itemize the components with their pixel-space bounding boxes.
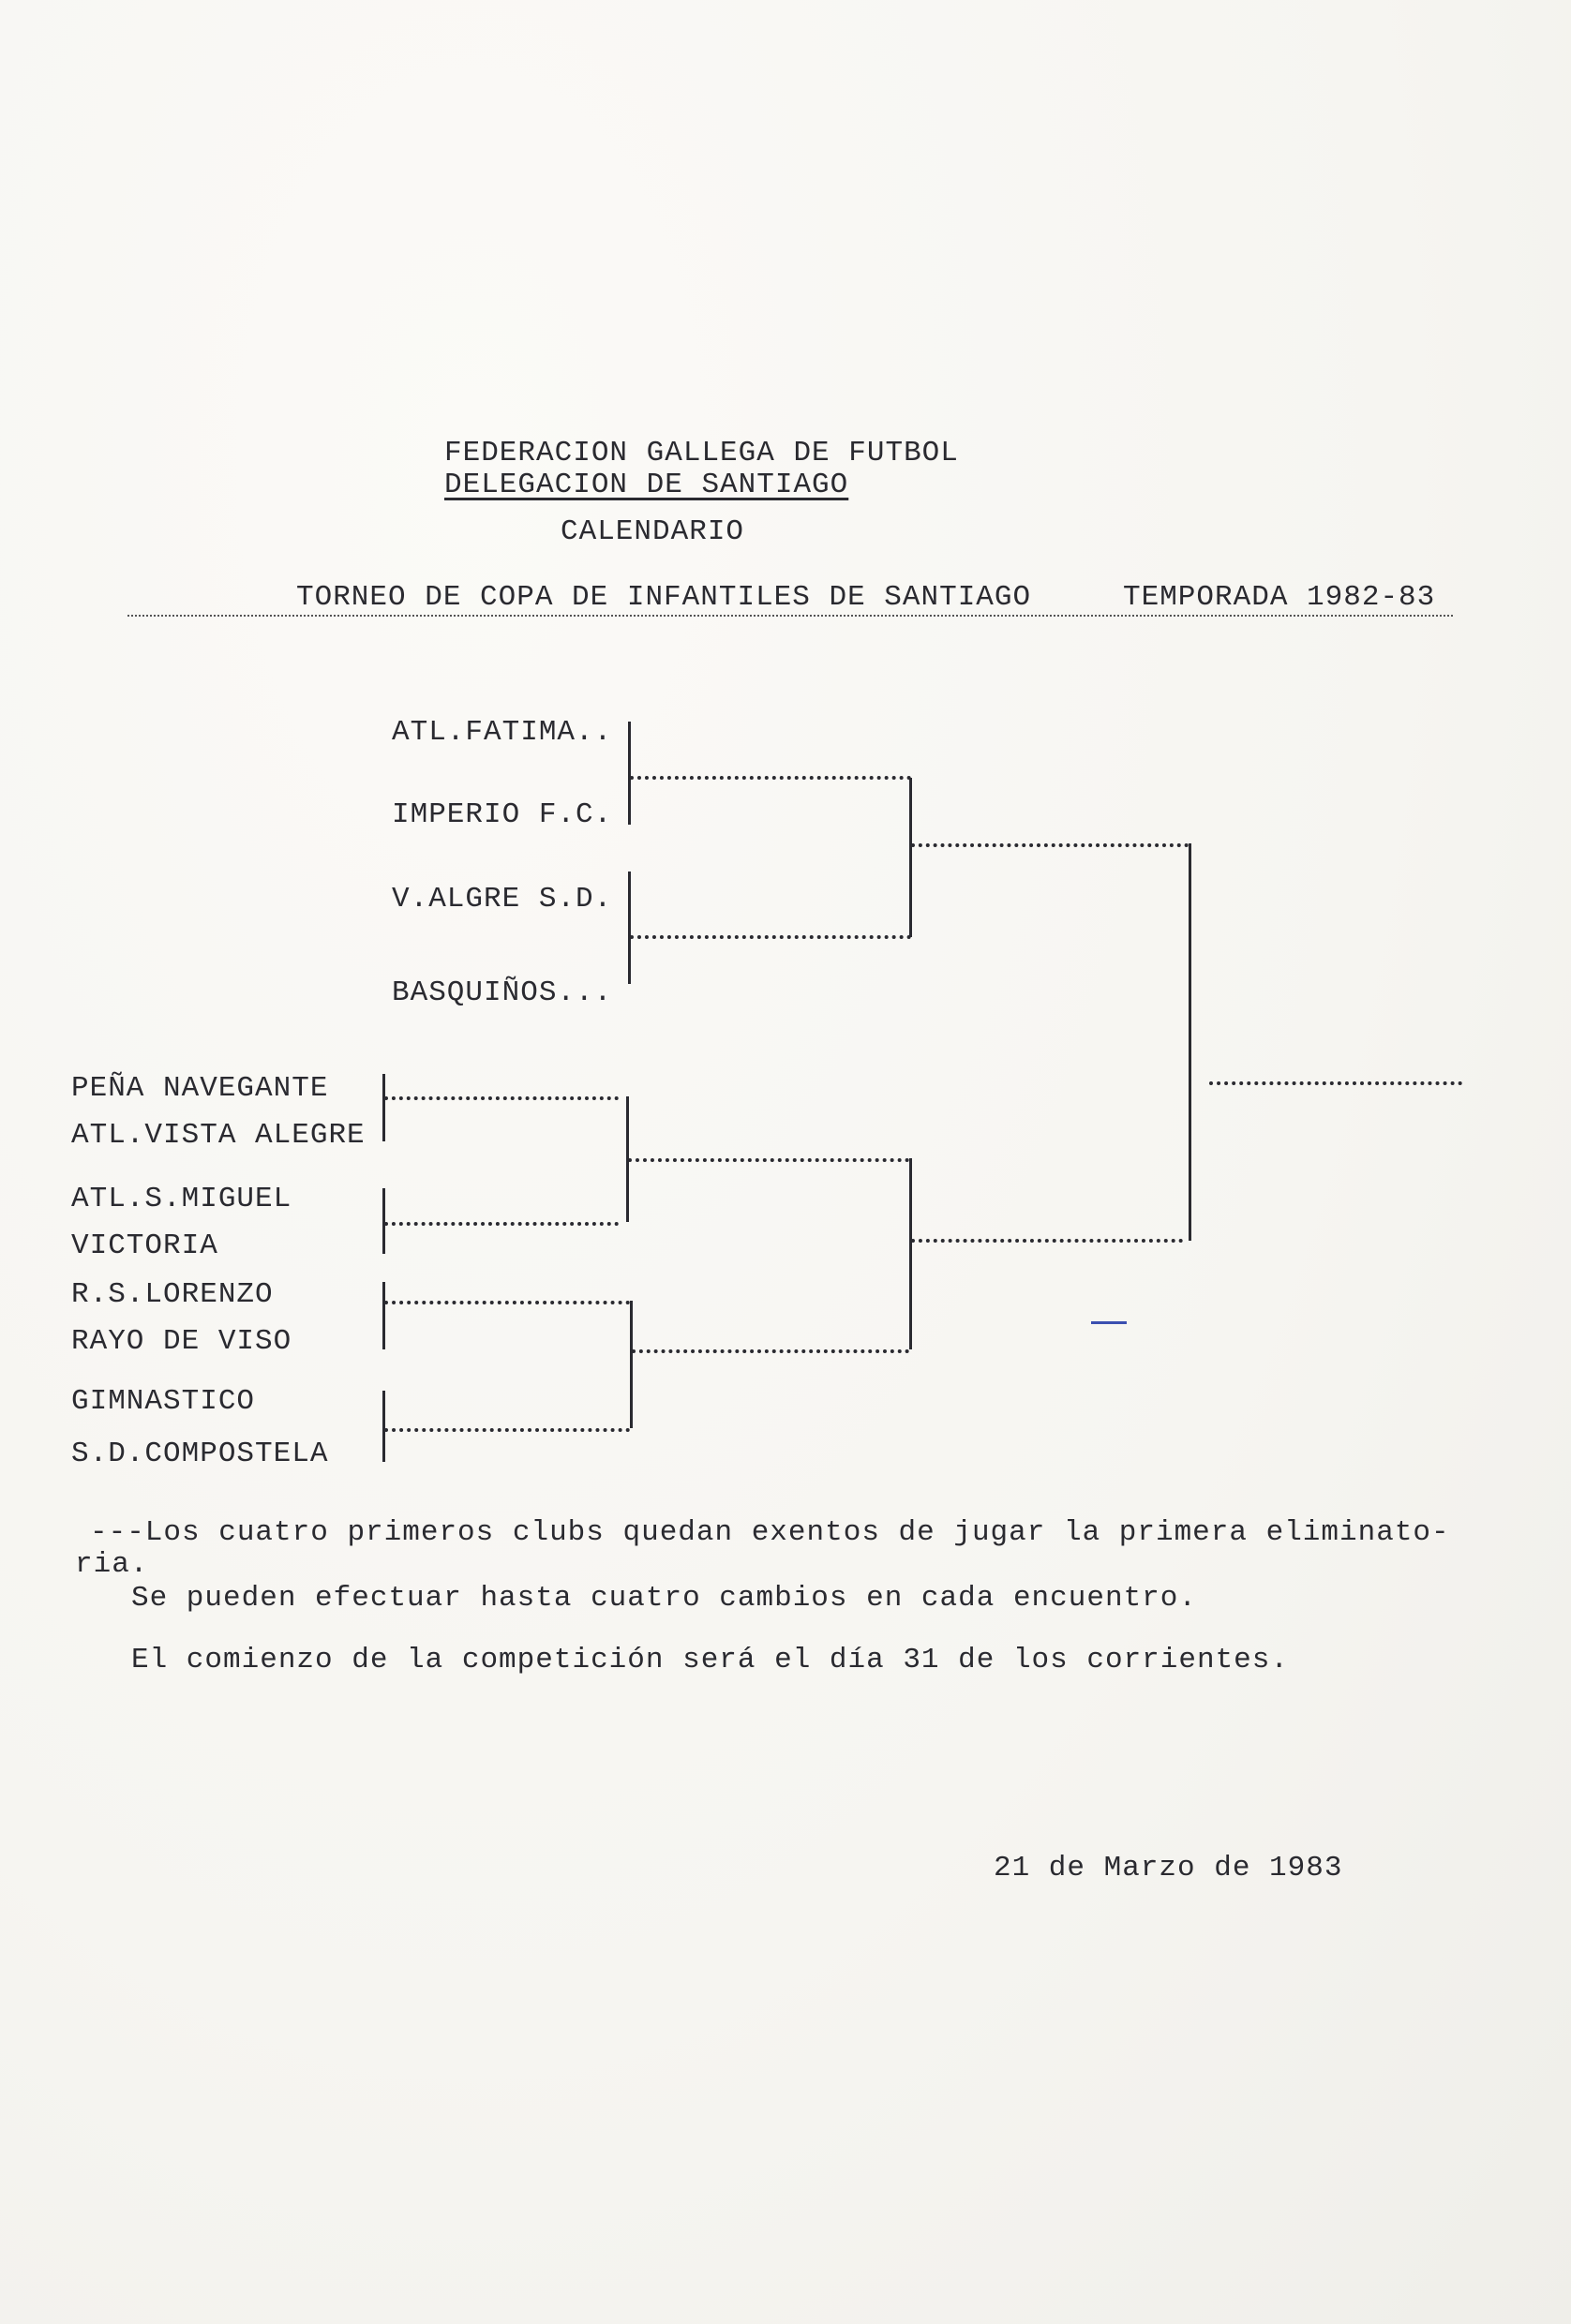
bracket-line: [628, 872, 631, 984]
note-start-date: El comienzo de la competición será el día 31 de los corrientes.: [131, 1644, 1289, 1676]
team-valgre: V.ALGRE S.D.: [392, 883, 613, 916]
team-atl-s-miguel: ATL.S.MIGUEL: [71, 1183, 292, 1215]
bracket-line: [382, 1391, 385, 1462]
bracket-dots: [632, 1349, 909, 1353]
bracket-dots: [911, 843, 1189, 847]
final-dots: [1209, 1081, 1462, 1085]
bracket-dots: [628, 1158, 909, 1162]
season-label: TEMPORADA 1982-83: [1123, 581, 1436, 614]
bracket-line: [1189, 843, 1191, 1241]
team-victoria: VICTORIA: [71, 1229, 218, 1262]
bracket-line: [630, 1301, 633, 1428]
bracket-line: [909, 778, 912, 937]
title-rule: [127, 615, 1453, 617]
bracket-dots: [630, 776, 911, 780]
bracket-line: [628, 722, 631, 825]
team-sd-compostela: S.D.COMPOSTELA: [71, 1438, 329, 1470]
tournament-title: TORNEO DE COPA DE INFANTILES DE SANTIAGO: [296, 581, 1032, 614]
bracket-dots: [384, 1096, 619, 1100]
bracket-line: [382, 1282, 385, 1349]
bracket-dots: [911, 1239, 1183, 1243]
bracket-line: [909, 1158, 912, 1349]
bracket-line: [382, 1074, 385, 1141]
team-rayo-de-viso: RAYO DE VISO: [71, 1325, 292, 1358]
team-imperio: IMPERIO F.C.: [392, 798, 613, 831]
team-rs-lorenzo: R.S.LORENZO: [71, 1278, 274, 1311]
bracket-dots: [384, 1222, 619, 1226]
team-pena-navegante: PEÑA NAVEGANTE: [71, 1072, 329, 1105]
team-basquinos: BASQUIÑOS...: [392, 976, 613, 1009]
bracket-dots: [630, 935, 911, 939]
calendar-title: CALENDARIO: [561, 515, 745, 548]
note-exempt-cont: ria.: [75, 1548, 149, 1581]
team-atl-vista-alegre: ATL.VISTA ALEGRE: [71, 1119, 366, 1152]
team-atl-fatima: ATL.FATIMA..: [392, 716, 613, 749]
note-exempt: ---Los cuatro primeros clubs quedan exentos de jugar la primera eliminato-: [90, 1516, 1450, 1549]
bracket-line: [382, 1188, 385, 1254]
federation-title: FEDERACION GALLEGA DE FUTBOL: [444, 437, 959, 469]
delegation-title: DELEGACION DE SANTIAGO: [444, 469, 849, 501]
document-date: 21 de Marzo de 1983: [994, 1852, 1343, 1885]
note-substitutions: Se pueden efectuar hasta cuatro cambios en cada encuentro.: [131, 1582, 1197, 1615]
team-gimnastico: GIMNASTICO: [71, 1385, 256, 1418]
bracket-dots: [384, 1301, 630, 1304]
pen-mark: [1091, 1321, 1127, 1324]
bracket-dots: [384, 1428, 630, 1432]
